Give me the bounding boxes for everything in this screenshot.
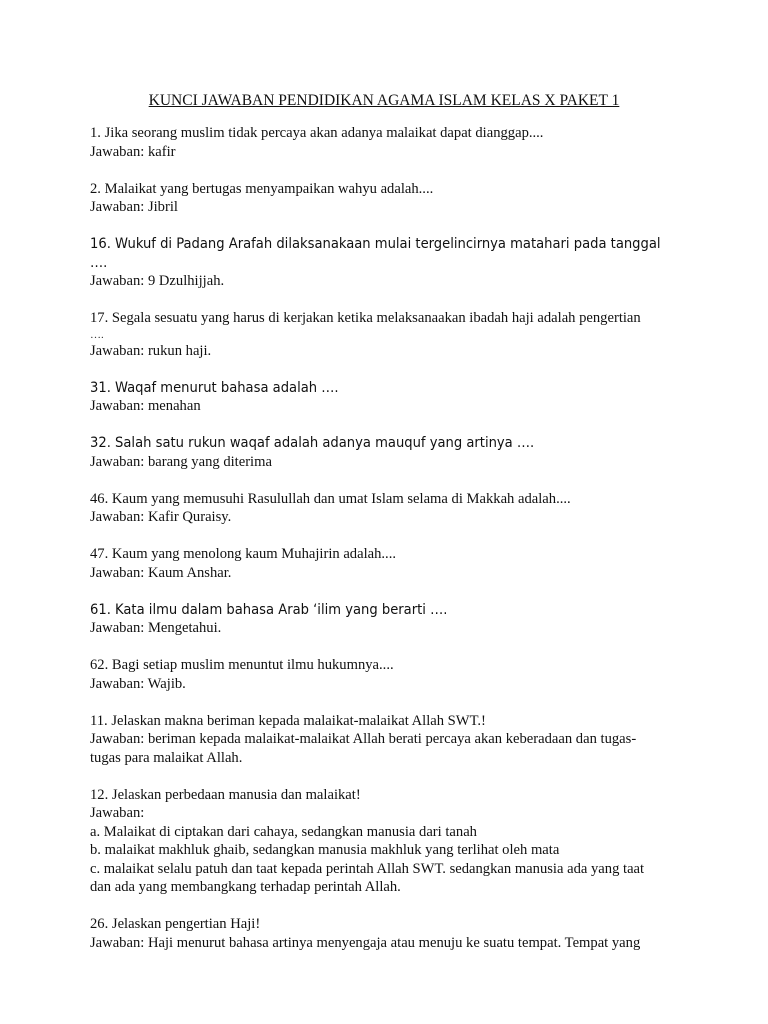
qa-item-1 [90,124,678,161]
answer-text: Jawaban: [90,805,145,821]
answer-text: Jawaban: Kaum Anshar. [90,564,232,581]
answer-text: Jawaban: Kafir Quraisy. [90,509,232,525]
qa-item-16 [90,235,678,291]
qa-item-11 [90,712,678,768]
answer-text: Jawaban: Wajib. [90,675,186,692]
answer-point-a: a. Malaikat di ciptakan dari cahaya, sedangkan manusia dari tanah [90,823,477,840]
question-text: 46. Kaum yang memusuhi Rasulullah dan umat Islam selama di Makkah adalah.... [90,490,571,507]
document-title: KUNCI JAWABAN PENDIDIKAN AGAMA ISLAM KELAS X PAKET 1 [148,92,620,109]
qa-item-12 [90,786,678,897]
answer-point-c-continuation: dan ada yang membangkang terhadap perintah Allah. [90,879,401,895]
qa-item-46 [90,490,678,527]
question-continuation: …. [90,328,104,341]
answer-continuation: tugas para malaikat Allah. [90,749,243,766]
answer-text: Jawaban: Jibril [90,199,178,215]
qa-item-61 [90,601,678,638]
question-text: 17. Segala sesuatu yang harus di kerjakan ketika melaksanaakan ibadah haji adalah pengertian [90,310,641,326]
answer-text: Jawaban: beriman kepada malaikat-malaikat Allah berati percaya akan keberadaan dan tugas- [90,731,637,747]
question-text: 12. Jelaskan perbedaan manusia dan malaikat! [90,786,361,803]
answer-text: Jawaban: Mengetahui. [90,620,222,636]
question-text: 2. Malaikat yang bertugas menyampaikan wahyu adalah.... [90,180,434,197]
qa-item-17 [90,309,678,360]
qa-item-31 [90,379,678,416]
question-text: 26. Jelaskan pengertian Haji! [90,916,261,932]
answer-text: Jawaban: menahan [90,398,201,414]
answer-text: Jawaban: rukun haji. [90,342,212,359]
qa-item-32 [90,434,678,471]
answer-point-c: c. malaikat selalu patuh dan taat kepada perintah Allah SWT. sedangkan manusia ada yang taat [90,860,645,877]
question-text: 61. Kata ilmu dalam bahasa Arab ‘ilim yang berarti …. [90,600,448,618]
question-text: 31. Waqaf menurut bahasa adalah …. [90,378,339,396]
answer-text: Jawaban: 9 Dzulhijjah. [90,273,225,289]
qa-item-62 [90,656,678,693]
answer-text: Jawaban: kafir [90,143,176,160]
question-text: 11. Jelaskan makna beriman kepada malaikat-malaikat Allah SWT.! [90,712,486,729]
question-text: 32. Salah satu rukun waqaf adalah adanya mauquf yang artinya …. [90,434,535,451]
question-text: 1. Jika seorang muslim tidak percaya akan adanya malaikat dapat dianggap.... [90,125,544,141]
answer-text: Jawaban: barang yang diterima [90,453,272,470]
question-text: 62. Bagi setiap muslim menuntut ilmu hukumnya.... [90,657,394,673]
answer-point-b: b. malaikat makhluk ghaib, sedangkan manusia makhluk yang terlihat oleh mata [90,842,560,858]
qa-item-2 [90,180,678,217]
question-text: 47. Kaum yang menolong kaum Muhajirin adalah.... [90,546,396,562]
qa-item-47 [90,545,678,582]
answer-text: Jawaban: Haji menurut bahasa artinya menyengaja atau menuju ke suatu tempat. Tempat yang [90,934,641,951]
qa-item-26 [90,915,678,952]
question-text: 16. Wukuf di Padang Arafah dilaksanakaan mulai tergelincirnya matahari pada tanggal …. [90,235,661,271]
